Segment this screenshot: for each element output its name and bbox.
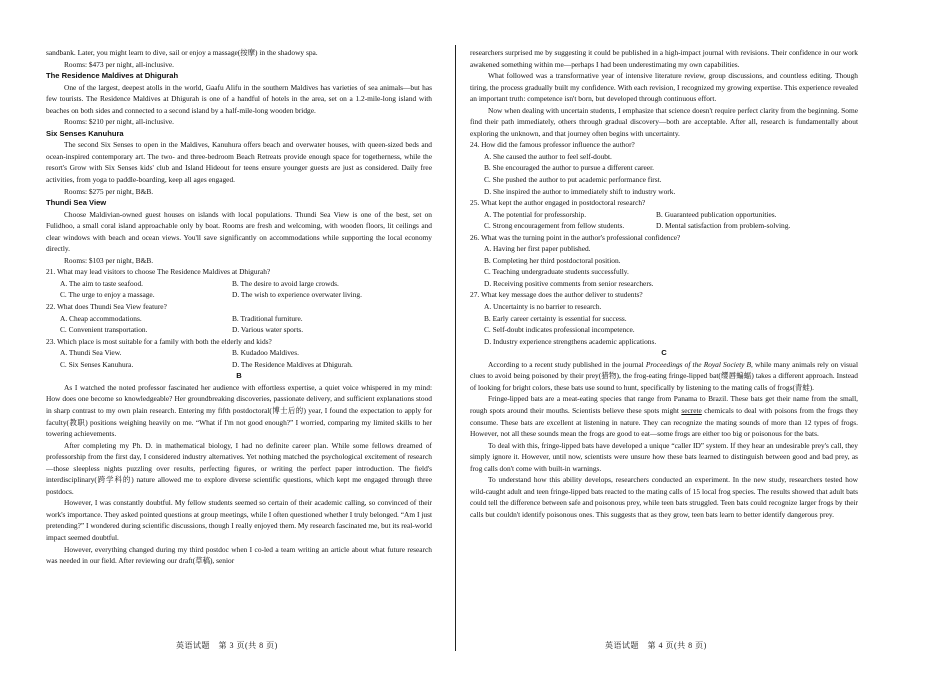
- passage-c-text: According to a recent study published in the journal: [488, 359, 646, 369]
- question-23: 23. Which place is most suitable for a family with both the elderly and kids?: [46, 336, 272, 346]
- room-price: Rooms: $275 per night, B&B.: [64, 186, 154, 196]
- room-price: Rooms: $473 per night, all-inclusive.: [64, 59, 175, 69]
- option-a: A. She caused the author to feel self-doubt.: [484, 151, 612, 161]
- option-d: D. The Residence Maldives at Dhigurah.: [232, 359, 353, 369]
- option-d: D. Mental satisfaction from problem-solving.: [656, 221, 791, 231]
- question-27: 27. What key message does the author deliver to students?: [470, 290, 643, 300]
- option-d: D. Receiving positive comments from senior researchers.: [484, 278, 654, 288]
- option-d: D. Industry experience strengthens academic applications.: [484, 336, 657, 346]
- passage-b-paragraph: After completing my Ph. D. in mathematical biology, I had no definite career plan. While some fellows dreamed of professorship from the first day, I considered industry alternatives. Yet nothing matched the psychological excitement of research—those sleepless nights puzzling over results, perfecting figures, or writing the perfect paper introduction. The field's interdisciplinary(跨学科的) nature allowed me to explore diverse scientific questions, which kept me engaged through three postdocs.: [46, 440, 432, 496]
- question-24: 24. How did the famous professor influence the author?: [470, 140, 635, 150]
- passage-b-paragraph: researchers surprised me by suggesting it could be published in a high-impact journal with revisions. Their confidence in our work awakened something within me—perhaps I had been underestimating my own capabilities.: [470, 48, 858, 69]
- options-row: [46, 359, 432, 371]
- options-row: [46, 289, 432, 301]
- hotel-description: Choose Maldivian-owned guest houses on islands with local populations. Thundi Sea View is one of the best, set on Fulidhoo, a small coral island approachable only by boat. Rooms are fresh and welcoming, with wooden floors, lit ceilings and clear windows with beach and ocean views. You'll save significantly on accommodations while supporting the local economy directly.: [46, 209, 432, 254]
- options-row: [470, 220, 858, 232]
- option-a: A. Thundi Sea View.: [60, 348, 122, 358]
- option-a: A. The aim to taste seafood.: [60, 278, 143, 288]
- passage-b-paragraph: Now when dealing with uncertain students, I emphasize that science doesn't require perfect clarity from the beginning. Some find their path immediately, others through gradual discovery—both are acceptable. After all, research is fundamentally about exploring the unknown, and that journey often begins with uncertainty.: [470, 105, 858, 138]
- passage-c-paragraph: To understand how this ability develops, researchers conducted an experiment. In the new study, researchers tested how wild-caught adult and teen fringe-lipped bats reacted to the mating calls of 15 local frog species. The results showed that adult bats could tell the difference between safe and poisonous prey, while teen bats struggled. Teen bats could recognize larger frogs by their calls but couldn't identify poisonous ones. This suggests that as they grow, teen bats learn to better identify dangerous prey.: [470, 475, 858, 519]
- journal-title: Proceedings of the Royal Society B: [645, 359, 752, 369]
- options-row: [46, 347, 432, 359]
- hotel-heading: Thundi Sea View: [46, 198, 107, 208]
- page-footer-left: 英语试题 第 3 页(共 8 页): [176, 641, 278, 650]
- passage-c-text: chemicals to deal with poisons from the frogs they consume. These bats are excellent at listening in nature. They can recognize the mating sounds of more than 12 types of frogs. However, not all these sounds mean the frogs are good to eat—some frogs are either too big or poisonous for the bats.: [470, 405, 858, 439]
- option-b: B. Traditional furniture.: [232, 313, 303, 323]
- option-b: B. Guaranteed publication opportunities.: [656, 209, 777, 219]
- passage-c-text: Fringe-lipped bats are a meat-eating species that range from Panama to Brazil. These bats get their name from the small, rough spots around their mouths. Scientists believe these spots might: [470, 394, 858, 415]
- passage-c-text: , while many animals rely on visual clues to avoid being poisoned by their prey(猎物), the frog-eating fringe-lipped bat(缨唇蝙蝠) takes a different approach. Instead of looking for bright colors, these bats use sound to hunt, specifically by listening to the mating calls of frogs(青蛙).: [470, 359, 859, 392]
- option-d: D. Various water sports.: [232, 325, 304, 335]
- option-a: A. Uncertainty is no barrier to research.: [484, 302, 602, 312]
- option-b: B. Early career certainty is essential for success.: [484, 313, 627, 323]
- room-price: Rooms: $210 per night, all-inclusive.: [64, 117, 175, 127]
- option-d: D. She inspired the author to immediately shift to industry work.: [484, 186, 676, 196]
- option-c: C. The urge to enjoy a massage.: [60, 290, 155, 300]
- hotel-description: One of the largest, deepest atolls in the world, Gaafu Alifu in the southern Maldives has varieties of sea animals—but has few tourists. The Residence Maldives at Dhigurah is one of a handful of hotels in the area, set on a 1.2-mile-long island with beaches on both sides and connected to a second island by a half-mile-long wooden bridge.: [46, 82, 432, 115]
- room-price: Rooms: $103 per night, B&B.: [64, 255, 154, 265]
- column-divider: [455, 45, 456, 651]
- right-column: [470, 47, 858, 520]
- option-c: C. She pushed the author to put academic performance first.: [484, 175, 662, 185]
- option-c: C. Convenient transportation.: [60, 325, 148, 335]
- page-footer-right: 英语试题 第 4 页(共 8 页): [605, 641, 707, 650]
- passage-c-paragraph: [470, 393, 858, 439]
- question-26: 26. What was the turning point in the author's professional confidence?: [470, 232, 681, 242]
- question-25: 25. What kept the author engaged in postdoctoral research?: [470, 198, 646, 208]
- options-row: [46, 324, 432, 336]
- passage-a-text: sandbank. Later, you might learn to dive, sail or enjoy a massage(按摩) in the shadowy spa.: [46, 48, 318, 57]
- option-b: B. She encouraged the author to pursue a different career.: [484, 163, 654, 173]
- option-c: C. Six Senses Kanuhura.: [60, 359, 134, 369]
- question-22: 22. What does Thundi Sea View feature?: [46, 302, 167, 312]
- hotel-heading: Six Senses Kanuhura: [46, 128, 124, 138]
- option-a: A. Cheap accommodations.: [60, 313, 142, 323]
- question-21: 21. What may lead visitors to choose The Residence Maldives at Dhigurah?: [46, 267, 271, 277]
- passage-b-paragraph: As I watched the noted professor fascinated her audience with effortless expertise, a quiet voice whispered in my mind: How does one become so knowledgeable? Her groundbreaking discoveries, passionate delivery, and sufficient explanations stood in sharp contrast to my own plain research. Entering my fifth postdoctoral(博士后的) year, I found the expectation to apply for faculty(教职) positions weighing heavily on me. “What if I'm not good enough?” I worried, comparing my limited skills to her towering achievements.: [46, 382, 432, 439]
- option-a: A. The potential for professorship.: [484, 209, 587, 219]
- hotel-description: The second Six Senses to open in the Maldives, Kanuhura offers beach and overwater houses, with queen-sized beds and ocean-inspired contemporary art. The two- and three-bedroom Beach Retreats provide enough space for togetherness, while the resort's Grow with Six Senses kids' club and Island Hideout for teens ensure younger guests are just as considered. Daily free activities, from yoga to paddle-boarding, keep all ages engaged.: [46, 140, 432, 185]
- option-b: B. The desire to avoid large crowds.: [232, 278, 339, 288]
- option-d: D. The wish to experience overwater living.: [232, 290, 362, 300]
- passage-c-paragraph: [470, 359, 858, 394]
- underlined-word: secrete: [681, 405, 702, 415]
- section-b-heading: B: [236, 371, 242, 381]
- options-row: [470, 209, 858, 221]
- options-row: [46, 313, 432, 325]
- hotel-heading: The Residence Maldives at Dhigurah: [46, 71, 179, 81]
- section-c-heading: C: [661, 348, 667, 358]
- option-c: C. Strong encouragement from fellow students.: [484, 221, 625, 231]
- option-c: C. Teaching undergraduate students successfully.: [484, 267, 629, 277]
- passage-b-paragraph: What followed was a transformative year of intensive literature review, group discussions, and countless editing. Though tiring, the process gradually built my confidence. With each revision, I recognized my growing expertise. This experience revealed an important truth: competence isn't born, but developed through continuous effort.: [470, 71, 858, 104]
- passage-b-paragraph: However, everything changed during my third postdoc when I co-led a team writing an article about what future research was needed in our field. After reviewing our draft(草稿), senior: [46, 544, 432, 566]
- option-b: B. Kudadoo Maldives.: [232, 348, 299, 358]
- passage-c-paragraph: To deal with this, fringe-lipped bats have developed a unique “caller ID” system. If they hear an undesirable prey's call, they simply ignore it. However, until now, scientists were unsure how these bats learned to distinguish between good and bad prey, as frog calls don't come with built-in warnings.: [470, 440, 858, 473]
- left-column: [46, 47, 432, 567]
- option-a: A. Having her first paper published.: [484, 244, 591, 254]
- passage-b-paragraph: However, I was constantly doubtful. My fellow students seemed so certain of their academic calling, so convinced of their work's importance. They asked pointed questions at group meetings, while I often questioned whether I truly belonged. “Am I just pretending?” I wondered during scientific discussions, though I really enjoyed them. My research fascinated me, but its real-world impact seemed doubtful.: [46, 498, 432, 542]
- option-b: B. Completing her third postdoctoral position.: [484, 255, 621, 265]
- options-row: [46, 278, 432, 290]
- option-c: C. Self-doubt indicates professional incompetence.: [484, 325, 635, 335]
